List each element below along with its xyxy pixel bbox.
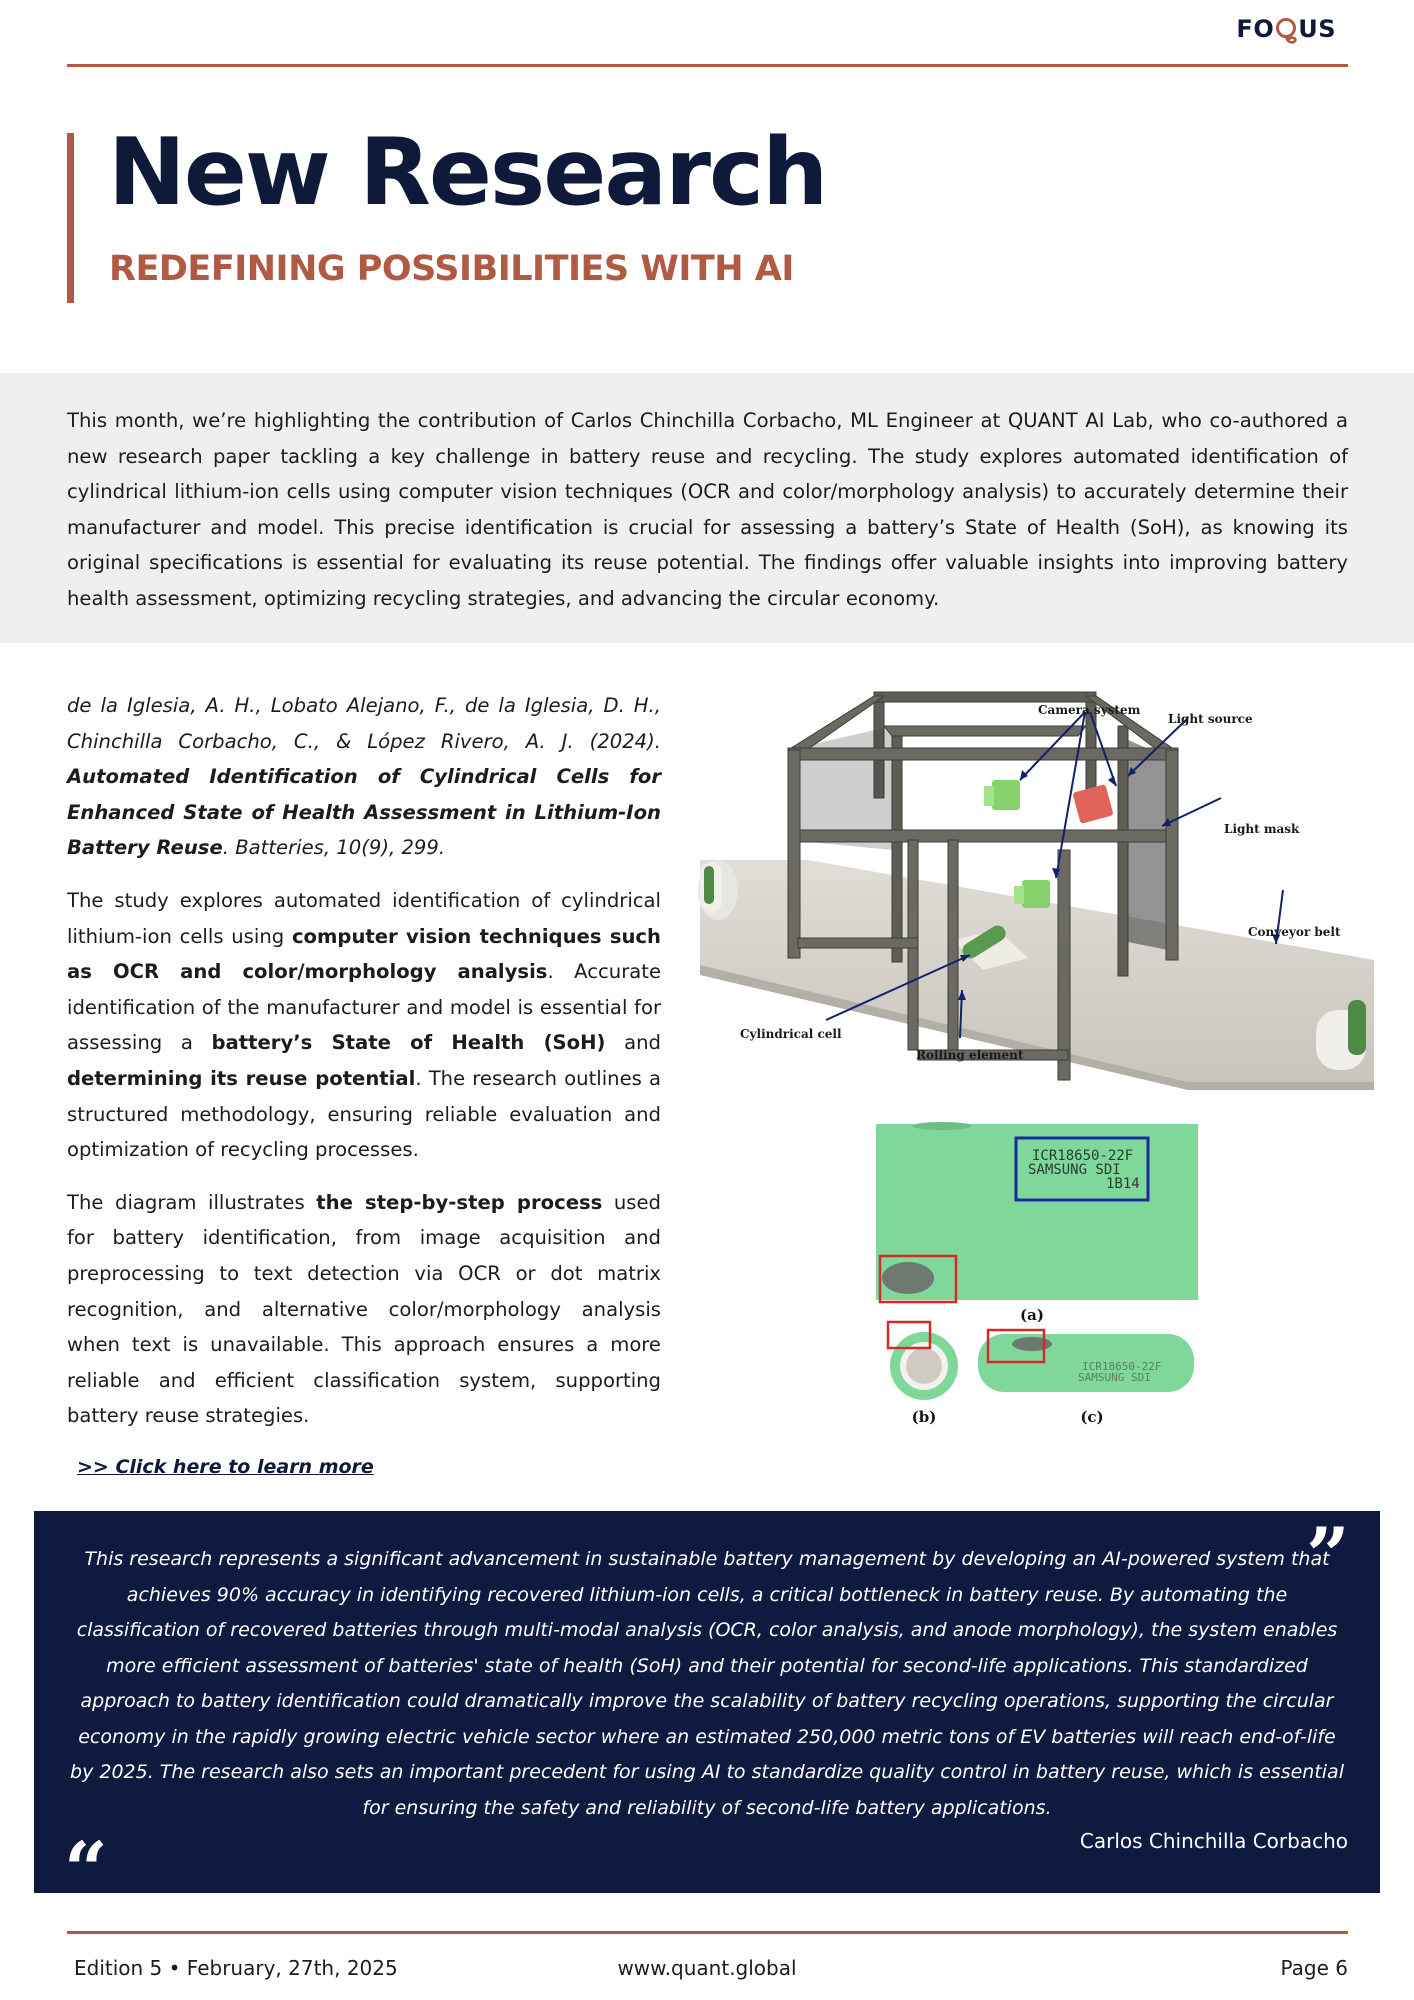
study-text-2: . Accurate identification of the manufacturer and model is essential for assessing a xyxy=(67,960,662,1055)
citation-title: Automated Identification of Cylindrical Cells for Enhanced State of Health Assessment in Lithium-Ion Battery Reuse xyxy=(67,765,661,860)
diagram-bold-1: the step-by-step process xyxy=(316,1190,603,1214)
study-bold-2: battery’s State of Health (SoH) xyxy=(211,1031,606,1055)
page-title: New Research xyxy=(108,118,827,226)
label-light-source: Light source xyxy=(1168,712,1253,726)
camera-bottom-shape xyxy=(1014,880,1050,908)
closing-quote-icon: ” xyxy=(1306,1511,1350,1600)
roller-left xyxy=(698,860,738,920)
cell-identification-figure xyxy=(872,1122,1202,1432)
cell-text-line-1: ICR18650-22F xyxy=(1082,1360,1162,1373)
footer-edition: Edition 5 • February, 27th, 2025 xyxy=(74,1956,398,1980)
figure-label-b: (b) xyxy=(911,1408,937,1426)
study-paragraph xyxy=(67,883,661,1168)
footer-page-number: Page 6 xyxy=(1280,1956,1348,1980)
light-source-shape xyxy=(1072,784,1113,824)
diagram-text-2: used for battery identification, from image acquisition and preprocessing to text detection via OCR or dot matrix recognition, and alternative color/morphology analysis when text is unavailable. This approach ensures a more reliable and efficient classification system, supporting battery reuse strategies. xyxy=(67,1190,661,1428)
learn-more-link[interactable]: >> Click here to learn more xyxy=(77,1456,374,1478)
label-light-mask: Light mask xyxy=(1224,822,1300,836)
quote-text: This research represents a significant advancement in sustainable battery management by developing an AI-powered system that achieves 90% accuracy in identifying recovered lithium-ion cells, a critical bottleneck in battery reuse. By automating the classification of recovered batteries through multi-modal analysis (OCR, color analysis, and anode morphology), the system enables more efficient assessment of batteries' state of health (SoH) and their potential for second-life applications. This standardized approach to battery identification could dramatically improve the scalability of battery recycling operations, supporting the circular economy in the rapidly growing electric vehicle sector where an estimated 250,000 metric tons of EV batteries will reach end-of-life by 2025. The research also sets an important precedent for using AI to standardize quality control in battery reuse, which is essential for ensuring the safety and reliability of second-life battery applications. xyxy=(70,1548,1344,1819)
anode-dent-shape xyxy=(882,1262,934,1294)
citation xyxy=(67,688,661,866)
label-rolling-element: Rolling element xyxy=(916,1048,1024,1062)
study-text-1: The study explores automated identification of cylindrical lithium-ion cells using xyxy=(67,888,661,948)
ocr-text-line-1: ICR18650-22F xyxy=(1032,1148,1134,1164)
camera-top-shape xyxy=(984,780,1020,810)
label-conveyor-belt: Conveyor belt xyxy=(1248,925,1341,939)
cell-text-line-2: SAMSUNG SDI xyxy=(1078,1371,1151,1384)
header-divider xyxy=(67,64,1348,67)
citation-authors: de la Iglesia, A. H., Lobato Alejano, F., de la Iglesia, D. H., Chinchilla Corbacho, C., & López Rivero, A. J. (2024). xyxy=(67,694,661,753)
study-text-3: and xyxy=(605,1031,661,1055)
q-loop-mark-icon xyxy=(1275,17,1297,47)
figure-label-a: (a) xyxy=(1020,1306,1044,1324)
article-body xyxy=(67,688,661,1451)
citation-journal: Batteries, 10(9), 299. xyxy=(235,836,446,860)
citation-title-end: . xyxy=(222,836,229,860)
logo-text-end: US xyxy=(1298,15,1336,43)
intro-paragraph: This month, we’re highlighting the contribution of Carlos Chinchilla Corbacho, ML Engineer at QUANT AI Lab, who co-authored a new research paper tackling a key challenge in battery reuse and recycling. The study explores automated identification of cylindrical lithium-ion cells using computer vision techniques (OCR and color/morphology analysis) to accurately determine their manufacturer and model. This precise identification is crucial for assessing a battery’s State of Health (SoH), as knowing its original specifications is essential for evaluating its reuse potential. The findings offer valuable insights into improving battery health assessment, optimizing recycling strategies, and advancing the circular economy. xyxy=(67,409,1348,610)
ocr-text-line-2: SAMSUNG SDI xyxy=(1028,1162,1121,1178)
study-bold-3: determining its reuse potential xyxy=(67,1066,416,1090)
logo-text-start: FO xyxy=(1236,15,1275,43)
diagram-text-1: The diagram illustrates xyxy=(67,1190,317,1214)
quote-author: Carlos Chinchilla Corbacho xyxy=(1079,1829,1348,1853)
figure-label-c: (c) xyxy=(1080,1408,1104,1426)
footer-divider xyxy=(67,1931,1348,1934)
study-bold-1: computer vision techniques such as OCR and color/morphology analysis xyxy=(67,924,661,984)
study-text-4: . The research outlines a structured methodology, ensuring reliable evaluation and optimization of recycling processes. xyxy=(67,1066,661,1162)
footer-website[interactable]: www.quant.global xyxy=(617,1956,797,1980)
diagram-paragraph xyxy=(67,1185,661,1434)
focus-logo xyxy=(1236,14,1336,44)
label-camera-system: Camera system xyxy=(1038,703,1141,717)
ocr-text-line-3: 1B14 xyxy=(1106,1176,1140,1192)
label-cylindrical-cell: Cylindrical cell xyxy=(740,1027,842,1041)
opening-quote-icon: “ xyxy=(64,1825,108,1914)
page-subtitle: REDEFINING POSSIBILITIES WITH AI xyxy=(109,249,794,289)
conveyor-system-figure xyxy=(698,690,1374,1090)
title-accent-bar xyxy=(67,133,74,303)
cell-end-view xyxy=(890,1332,958,1400)
